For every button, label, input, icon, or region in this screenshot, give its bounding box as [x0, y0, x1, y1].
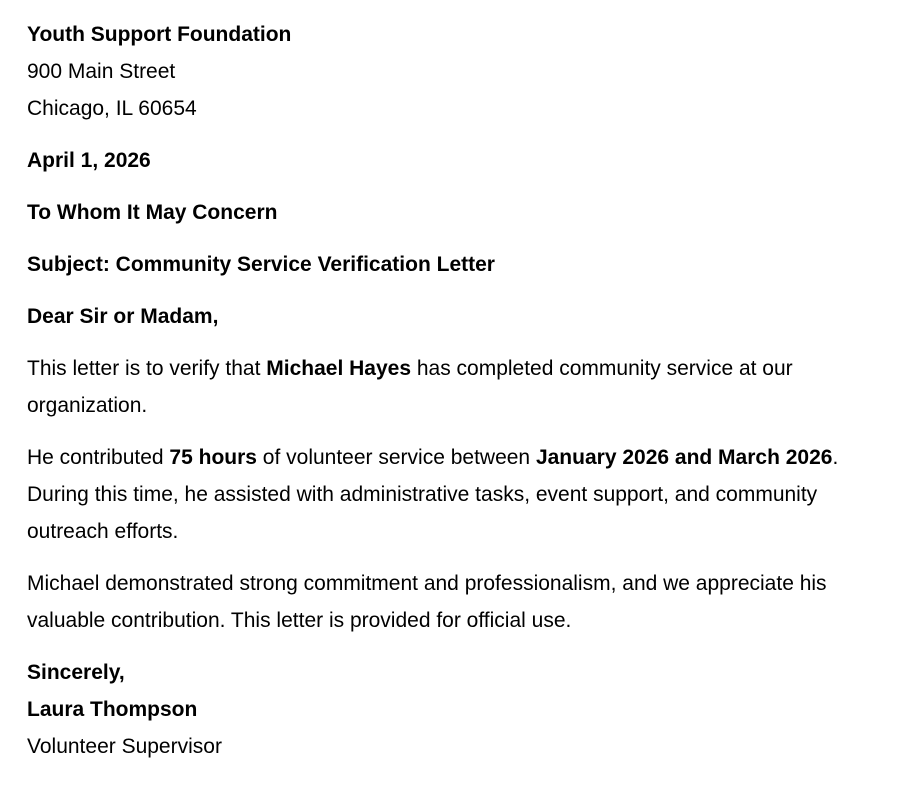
body-paragraph-2 — [27, 439, 870, 550]
body-paragraph-1 — [27, 350, 870, 424]
sender-block — [27, 16, 870, 127]
body-p1-text-2: has completed community service at our organization. — [27, 357, 793, 417]
body-p1-text-1: This letter is to verify that — [27, 357, 267, 380]
closing-signer-title: Volunteer Supervisor — [27, 735, 222, 758]
sender-address-street: 900 Main Street — [27, 60, 176, 83]
sender-organization: Youth Support Foundation — [27, 23, 292, 46]
recipient-line: To Whom It May Concern — [27, 201, 278, 224]
body-p2-date-range: January 2026 and March 2026 — [535, 446, 833, 469]
subject-line: Subject: Community Service Verification Letter — [27, 253, 495, 276]
body-p2-hours: 75 hours — [169, 446, 257, 469]
closing-signer-name: Laura Thompson — [27, 698, 198, 721]
letter-date: April 1, 2026 — [27, 149, 151, 172]
closing-valediction: Sincerely, — [27, 661, 125, 684]
body-p1-volunteer-name: Michael Hayes — [266, 357, 411, 380]
body-p2-text-3: . During this time, he assisted with administrative tasks, event support, and community outreach efforts. — [27, 446, 839, 543]
body-paragraph-3: Michael demonstrated strong commitment and professionalism, and we appreciate his valuable contribution. This letter is provided for official use. — [27, 572, 827, 632]
greeting-line: Dear Sir or Madam, — [27, 305, 219, 328]
body-p2-text-2: of volunteer service between — [256, 446, 536, 469]
sender-address-city: Chicago, IL 60654 — [27, 97, 197, 120]
closing-block — [27, 654, 870, 765]
body-p2-text-1: He contributed — [27, 446, 170, 469]
